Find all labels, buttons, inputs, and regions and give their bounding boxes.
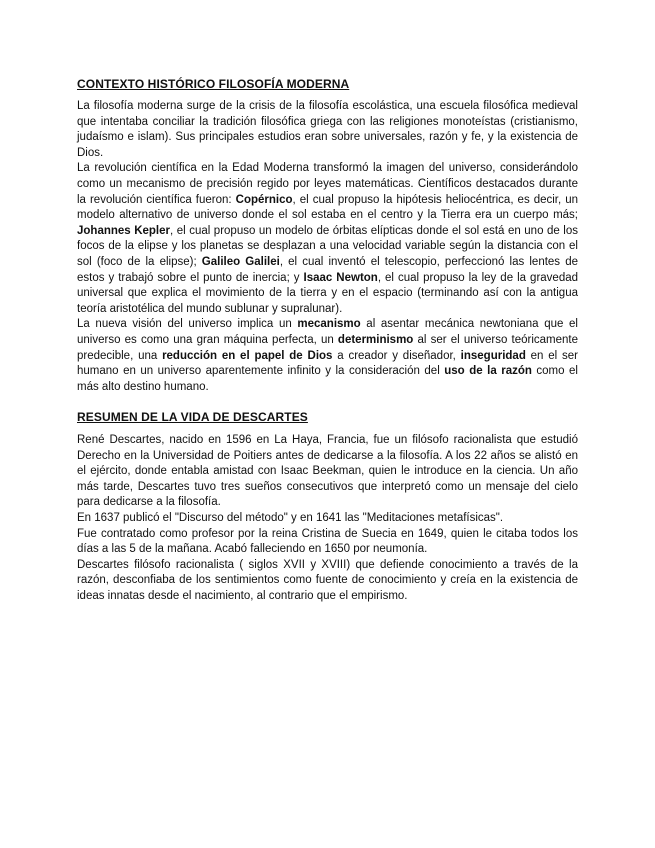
text-run: La revolución científica en la Edad Moderna transformó la imagen del universo, considerándolo como un mecanismo de precisión regido por leyes matemáticas. Científicos destacados durante la revolución científica fueron: [77,162,578,206]
paragraph-death: Fue contratado como profesor por la reina Cristina de Suecia en 1649, quien le citaba todos los días a las 5 de la mañana. Acabó falleciendo en 1650 por neumonía. [77,527,578,556]
section-descartes-body [77,433,578,605]
paragraph-scientific-revolution [77,161,578,317]
text-run: al asentar mecánica newtoniana que el universo es como una gran máquina perfecta, un [77,318,578,346]
section-title-context: CONTEXTO HISTÓRICO FILOSOFÍA MODERNA [77,77,350,91]
text-run: , el cual propuso la ley de la gravedad universal que explica el movimiento de la tierra y en el espacio (terminando así con la antigua teoría aristotélica del mundo sublunar y supralunar). [77,271,579,315]
bold-term-uso-razon: uso de la razón [444,365,532,378]
bold-term-mecanismo: mecanismo [297,318,361,331]
bold-term-newton: Isaac Newton [303,271,378,284]
paragraph-rationalism: Descartes filósofo racionalista ( siglos XVII y XVIII) que defiende conocimiento a través de la razón, desconfiaba de los sentimientos como fuente de conocimiento y creía en la existencia de ideas innatas desde el nacimiento, al contrario que el empirismo. [77,558,578,602]
text-run: La nueva visión del universo implica un [77,318,298,331]
text-run: a creador y diseñador, [332,349,461,362]
text-run: como el más alto destino humano. [77,365,578,393]
bold-term-reduccion-dios: reducción en el papel de Dios [162,349,333,362]
section-context-body [77,99,578,395]
section-title-descartes: RESUMEN DE LA VIDA DE DESCARTES [77,410,308,424]
paragraph-new-vision [77,317,578,395]
bold-term-inseguridad: inseguridad [460,349,526,362]
bold-term-copernico: Copérnico [235,193,293,206]
text-run: , el cual propuso un modelo de órbitas elípticas donde el sol está en uno de los focos de la elipse y los planetas se desplazan a una velocidad variable según la distancia con el sol (foco de la elipse); [77,224,578,268]
text-run: , el cual propuso la hipótesis heliocéntrica, es decir, un modelo alternativo de universo donde el sol estaba en el centro y la Tierra era un cuerpo más; [77,193,579,222]
text-run: al ser el universo teóricamente predecible, una [77,333,578,362]
bold-term-determinismo: determinismo [337,333,414,346]
bold-term-kepler: Johannes Kepler [77,224,170,237]
text-run: , el cual inventó el telescopio, perfeccionó las lentes de estos y trabajó sobre el punto de inercia; y [77,255,578,284]
paragraph-biography: René Descartes, nacido en 1596 en La Haya, Francia, fue un filósofo racionalista que estudió Derecho en la Universidad de Poitiers antes de dedicarse a la filosofía. A los 22 años se alistó en el ejército, donde entabla amistad con Isaac Beekman, quien le introduce en la ciencia. Un año más tarde, Descartes tuvo tres sueños consecutivos que interpretó como un mensaje del cielo para dedicarse a la filosofía. [77,434,578,509]
text-run: en el ser humano en un universo aparentemente infinito y la consideración del [77,349,578,378]
paragraph-intro: La filosofía moderna surge de la crisis de la filosofía escolástica, una escuela filosófica medieval que intentaba conciliar la tradición filosófica griega con las religiones monoteístas (cristianismo, judaísmo e islam). Sus principales estudios eran sobre universales, razón y fe, y la existencia de Dios. [77,100,578,159]
paragraph-publications: En 1637 publicó el "Discurso del método" y en 1641 las "Meditaciones metafísicas". [77,511,504,524]
bold-term-galileo: Galileo Galilei [201,255,280,268]
